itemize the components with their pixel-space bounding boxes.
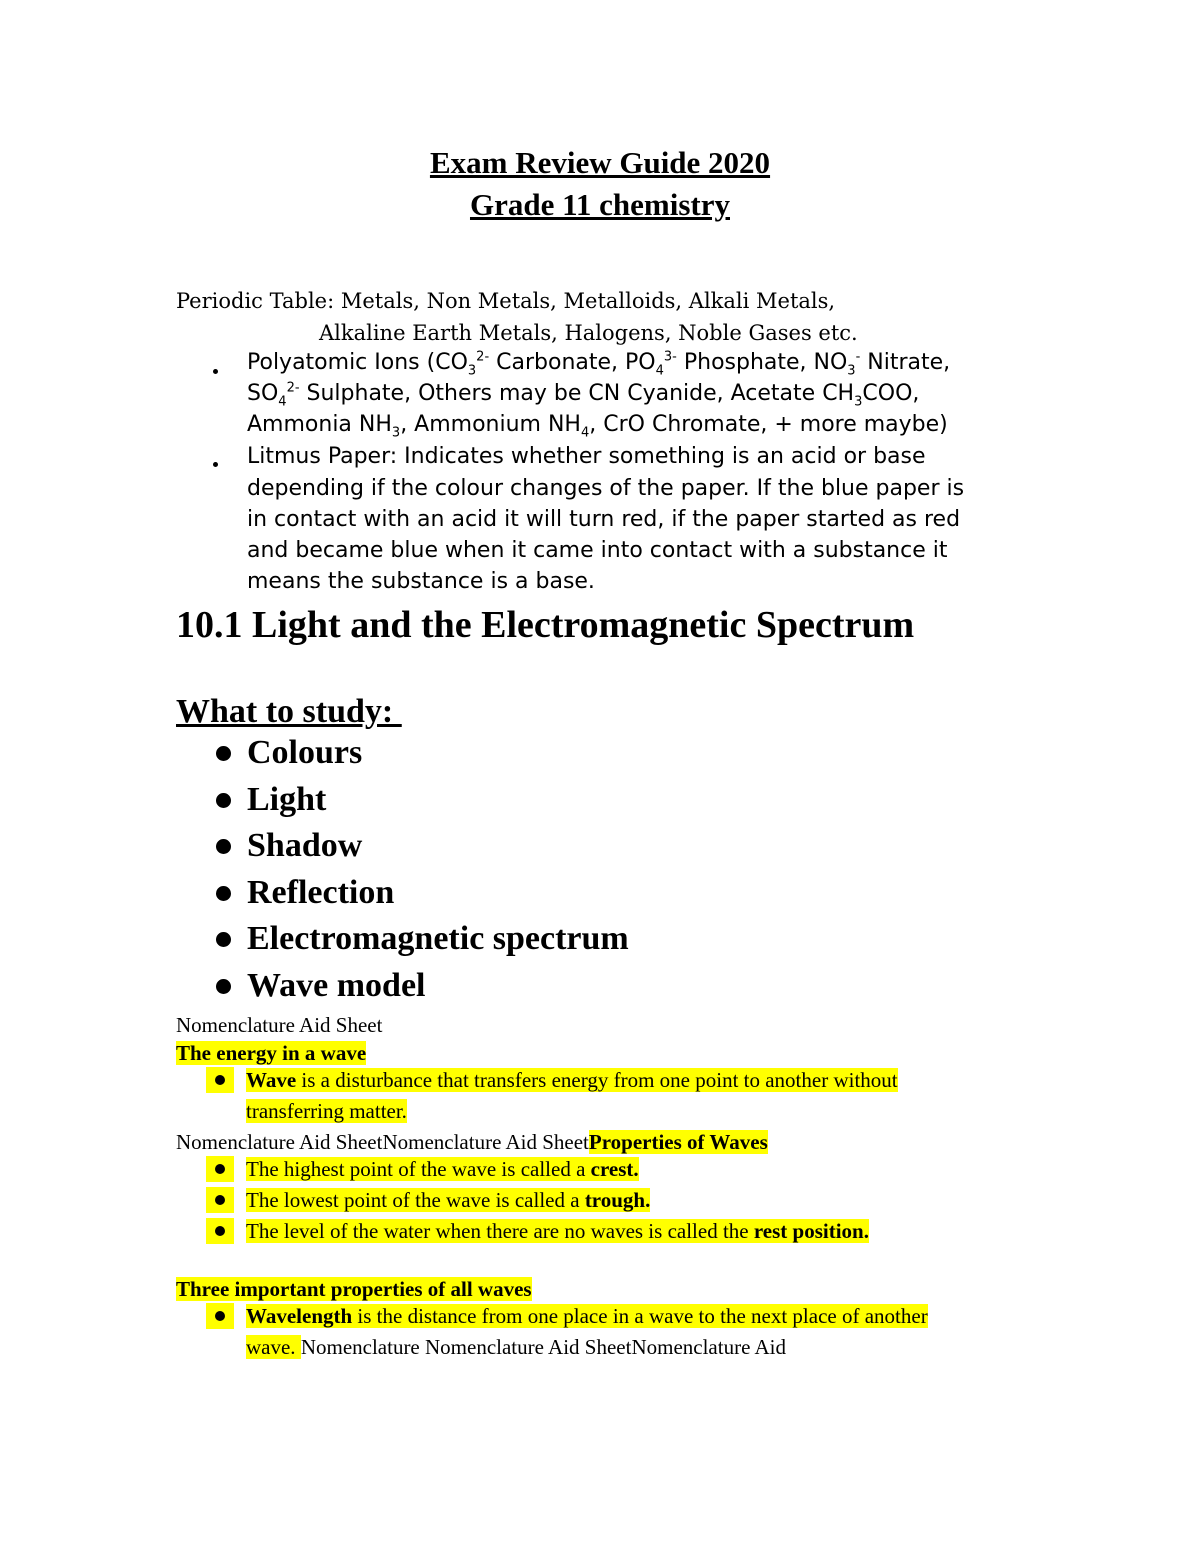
bullet-litmus: [213, 462, 218, 467]
aid-sheet-note: Nomenclature Aid Sheet: [176, 1013, 383, 1037]
polyatomic-line-1: Polyatomic Ions ($CO_3^{2-}$ Carbonate, $PO_4^{3-}$ Phosphate, $NO_3^-$ Nitrate,: [247, 349, 951, 379]
bullet-icon: [216, 839, 231, 854]
bullet-icon: [216, 979, 231, 994]
section-heading: 10.1 Light and the Electromagnetic Spectrum: [176, 604, 915, 646]
three-properties-heading: Three important properties of all waves: [176, 1277, 532, 1301]
bullet-icon: [206, 1303, 234, 1329]
document-title: Exam Review Guide 2020: [429, 145, 771, 180]
bullet-icon: [216, 793, 231, 808]
study-item: Wave model: [247, 967, 426, 1004]
study-item: Colours: [247, 734, 363, 771]
property-item: The lowest point of the wave is called a trough.: [246, 1188, 651, 1212]
study-heading: What to study:: [176, 693, 402, 730]
bullet-icon: [206, 1156, 234, 1182]
litmus-line: Litmus Paper: Indicates whether something is an acid or base: [247, 444, 926, 469]
polyatomic-line-3: Ammonia $NH_3$, Ammonium $NH_4$, CrO Chromate, + more maybe): [247, 412, 948, 441]
study-item: Shadow: [247, 827, 363, 864]
wave-definition-line-1: Wave is a disturbance that transfers energy from one point to another without: [246, 1068, 898, 1092]
bullet-icon: [206, 1218, 234, 1244]
study-item: Reflection: [247, 874, 395, 911]
polyatomic-line-2: $SO_4^{2-}$ Sulphate, Others may be CN Cyanide, Acetate $CH_3COO$,: [247, 380, 920, 410]
bullet-polyatomic: [213, 369, 218, 374]
litmus-line: and became blue when it came into contact with a substance it: [247, 538, 948, 563]
litmus-line: depending if the colour changes of the paper. If the blue paper is: [247, 476, 965, 501]
property-item: The level of the water when there are no waves is called the rest position.: [246, 1219, 869, 1243]
property-item: The highest point of the wave is called a crest.: [246, 1157, 639, 1181]
periodic-table-line-2: Alkaline Earth Metals, Halogens, Noble Gases etc.: [319, 321, 858, 345]
litmus-line: in contact with an acid it will turn red, if the paper started as red: [247, 507, 961, 532]
wavelength-line-2: wave. Nomenclature Nomenclature Aid SheetNomenclature Aid: [246, 1335, 786, 1359]
wave-definition-line-2: transferring matter.: [246, 1099, 407, 1123]
litmus-line: means the substance is a base.: [247, 569, 595, 594]
bullet-icon: [206, 1187, 234, 1213]
bullet-icon: [206, 1067, 234, 1093]
periodic-table-line-1: Periodic Table: Metals, Non Metals, Metalloids, Alkali Metals,: [176, 289, 836, 313]
bullet-icon: [216, 886, 231, 901]
bullet-icon: [216, 932, 231, 947]
wavelength-line-1: Wavelength is the distance from one place in a wave to the next place of another: [246, 1304, 928, 1328]
properties-heading-line: Nomenclature Aid SheetNomenclature Aid SheetProperties of Waves: [176, 1130, 768, 1154]
study-item: Light: [247, 781, 327, 818]
bullet-icon: [216, 746, 231, 761]
energy-heading: The energy in a wave: [176, 1041, 367, 1065]
study-item: Electromagnetic spectrum: [247, 920, 629, 957]
document-subtitle: Grade 11 chemistry: [469, 187, 730, 222]
